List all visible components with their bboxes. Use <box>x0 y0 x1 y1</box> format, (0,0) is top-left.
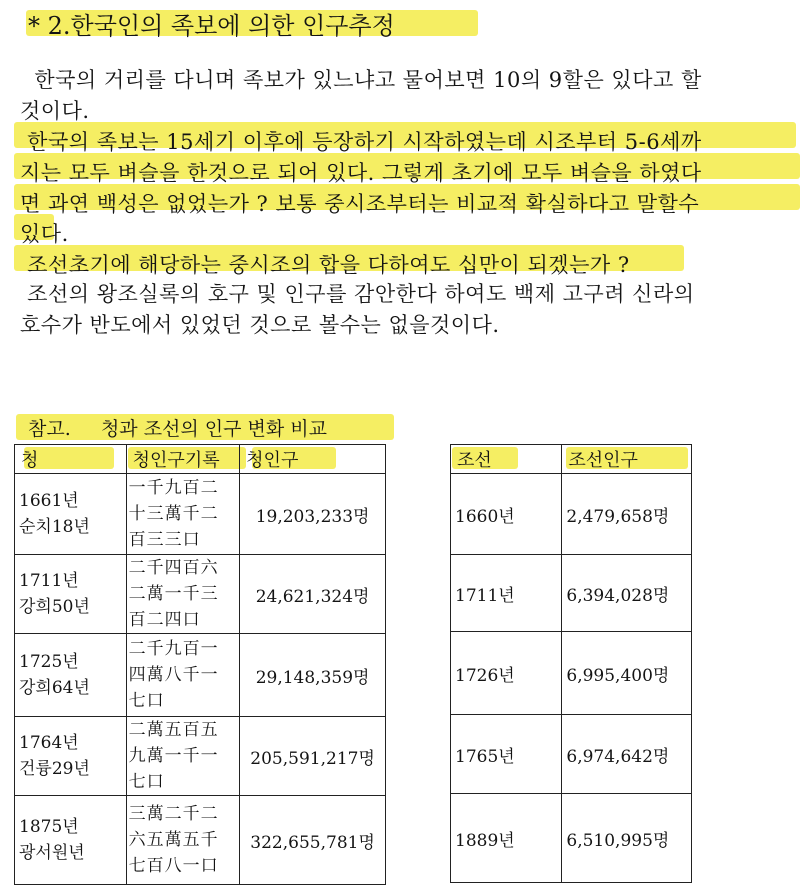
paragraph-line: 조선초기에 해당하는 중시조의 합을 다하여도 십만이 되겠는가 ? <box>20 253 630 277</box>
year-cell: 1726년 <box>451 632 562 715</box>
record-line: 二萬五百五 <box>128 720 219 740</box>
population-cell: 6,995,400명 <box>562 632 692 715</box>
record-line: 二千四百六 <box>128 558 219 578</box>
population-cell: 6,510,995명 <box>562 794 692 883</box>
record-cell <box>126 474 240 555</box>
year-cell <box>15 796 127 885</box>
population-cell: 24,621,324명 <box>240 555 386 634</box>
year-text: 1711년 <box>19 571 79 591</box>
record-cell <box>126 717 240 796</box>
population-cell: 19,203,233명 <box>240 474 386 555</box>
year-cell: 1889년 <box>451 794 562 883</box>
record-line: 七口 <box>128 691 165 711</box>
era-text: 순치18년 <box>19 517 90 537</box>
table-row <box>451 715 692 794</box>
paragraph-line: 것이다. <box>20 99 90 123</box>
record-line: 四萬八千一 <box>128 665 219 685</box>
population-cell: 6,974,642명 <box>562 715 692 794</box>
population-cell: 29,148,359명 <box>240 634 386 717</box>
column-header: 청인구 <box>240 445 386 474</box>
table-row <box>15 717 386 796</box>
paragraph-line: 조선의 왕조실록의 호구 및 인구를 감안한다 하여도 백제 고구려 신라의 <box>20 282 695 306</box>
era-text: 강희50년 <box>19 597 90 617</box>
document-title: * 2.한국인의 족보에 의한 인구추정 <box>28 12 395 40</box>
paragraph-line: 한국의 거리를 다니며 족보가 있느냐고 물어보면 10의 9할은 있다고 할 <box>20 68 702 92</box>
column-header: 조선인구 <box>562 445 692 474</box>
paragraph-line: 호수가 반도에서 있었던 것으로 볼수는 없을것이다. <box>20 313 500 337</box>
record-cell <box>126 634 240 717</box>
year-text: 1725년 <box>19 652 79 672</box>
paragraph-line: 있다. <box>20 222 69 246</box>
table-row <box>15 555 386 634</box>
population-cell: 6,394,028명 <box>562 555 692 632</box>
table-row <box>15 796 386 885</box>
record-cell <box>126 555 240 634</box>
record-line: 七百八一口 <box>128 856 219 876</box>
era-text: 건륭29년 <box>19 759 90 779</box>
table-row <box>451 474 692 555</box>
year-cell: 1765년 <box>451 715 562 794</box>
joseon-population-table <box>450 444 692 883</box>
record-line: 九萬一千一 <box>128 746 219 766</box>
population-cell: 2,479,658명 <box>562 474 692 555</box>
year-cell <box>15 555 127 634</box>
year-text: 1661년 <box>19 491 79 511</box>
year-cell <box>15 634 127 717</box>
year-text: 1764년 <box>19 733 79 753</box>
column-header: 조선 <box>451 445 562 474</box>
year-cell <box>15 474 127 555</box>
record-line: 六五萬五千 <box>128 830 219 850</box>
record-line: 百三三口 <box>128 530 201 550</box>
table-header-row <box>451 445 692 474</box>
table-row <box>15 474 386 555</box>
paragraph-line: 지는 모두 벼슬을 한것으로 되어 있다. 그렇게 초기에 모두 벼슬을 하였다 <box>20 161 702 185</box>
record-line: 二千九百一 <box>128 639 219 659</box>
table-row <box>451 632 692 715</box>
table-row <box>15 634 386 717</box>
era-text: 강희64년 <box>19 678 90 698</box>
paragraph-line: 면 과연 백성은 없었는가 ? 보통 중시조부터는 비교적 확실하다고 말할수 <box>20 192 700 216</box>
year-cell <box>15 717 127 796</box>
column-header: 청 <box>15 445 127 474</box>
qing-population-table <box>14 444 386 885</box>
paragraph-line: 한국의 족보는 15세기 이후에 등장하기 시작하였는데 시조부터 5-6세까 <box>20 130 702 154</box>
reference-caption: 참고. 청과 조선의 인구 변화 비교 <box>28 418 327 440</box>
year-cell: 1660년 <box>451 474 562 555</box>
table-row <box>451 555 692 632</box>
population-cell: 322,655,781명 <box>240 796 386 885</box>
era-text: 광서원년 <box>19 843 85 863</box>
record-line: 十三萬千二 <box>128 504 219 524</box>
record-line: 百二四口 <box>128 610 201 630</box>
record-line: 三萬二千二 <box>128 804 219 824</box>
record-line: 二萬一千三 <box>128 584 219 604</box>
table-row <box>451 794 692 883</box>
year-text: 1875년 <box>19 817 79 837</box>
year-cell: 1711년 <box>451 555 562 632</box>
population-cell: 205,591,217명 <box>240 717 386 796</box>
record-cell <box>126 796 240 885</box>
record-line: 一千九百二 <box>128 478 219 498</box>
column-header: 청인구기록 <box>126 445 240 474</box>
table-header-row <box>15 445 386 474</box>
record-line: 七口 <box>128 772 165 792</box>
